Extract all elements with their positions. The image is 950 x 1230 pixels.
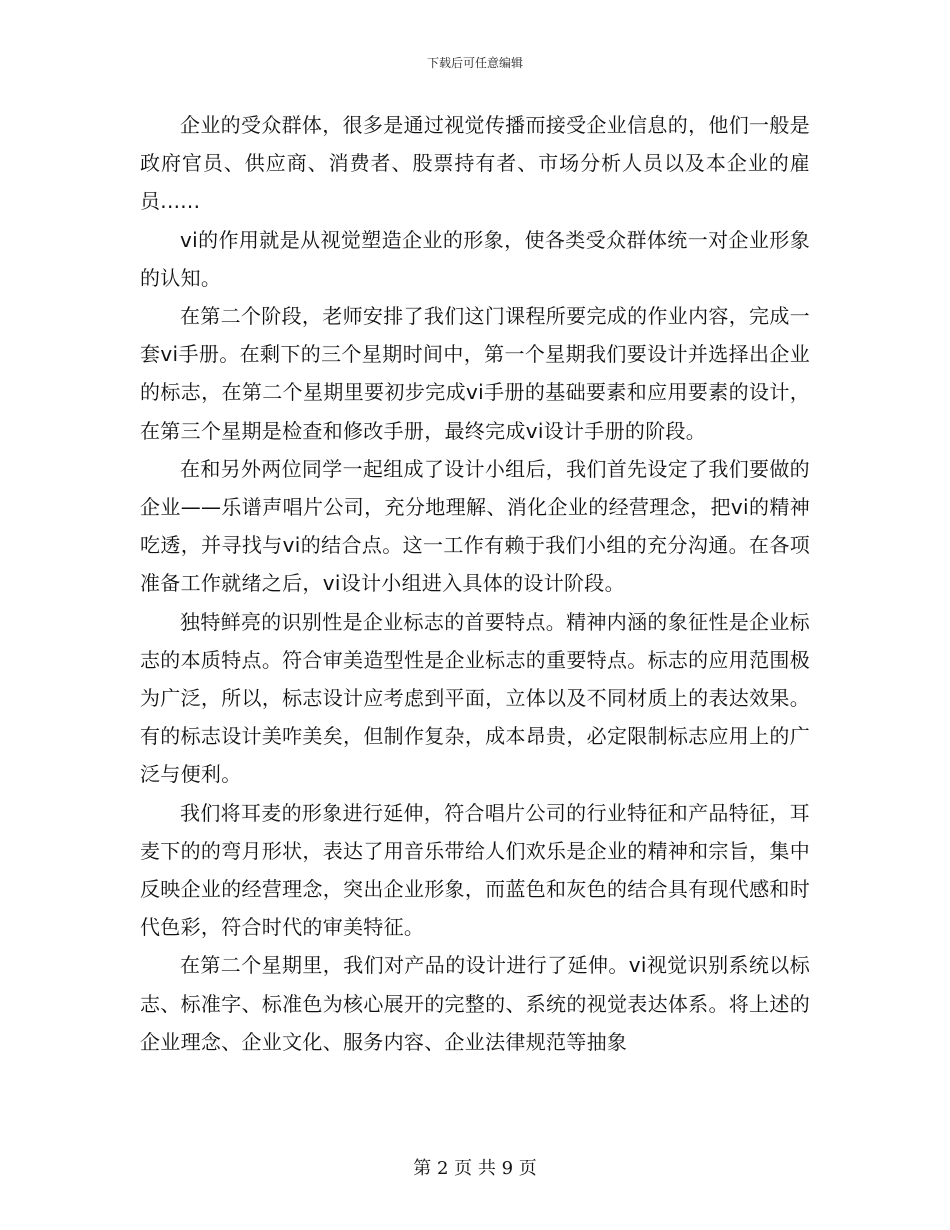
paragraph-audience: 企业的受众群体，很多是通过视觉传播而接受企业信息的，他们一般是政府官员、供应商、消费者、股票持有者、市场分析人员以及本企业的雇员...... (140, 113, 810, 214)
paragraph-design-team: 在和另外两位同学一起组成了设计小组后，我们首先设定了我们要做的企业——乐谱声唱片公司，充分地理解、消化企业的经营理念，把vi的精神吃透，并寻找与vi的结合点。这一工作有赖于我们小组的充分沟通。在各项准备工作就绪之后，vi设计小组进入具体的设计阶段。 (140, 456, 810, 596)
paragraph-stage-two: 在第二个阶段，老师安排了我们这门课程所要完成的作业内容，完成一套vi手册。在剩下的三个星期时间中，第一个星期我们要设计并选择出企业的标志，在第二个星期里要初步完成vi手册的基础要素和应用要素的设计，在第三个星期是检查和修改手册，最终完成vi设计手册的阶段。 (140, 304, 810, 443)
document-body (140, 106, 810, 1061)
paragraph-headset-logo: 我们将耳麦的形象进行延伸，符合唱片公司的行业特征和产品特征，耳麦下的的弯月形状，表达了用音乐带给人们欢乐是企业的精神和宗旨，集中反映企业的经营理念，突出企业形象，而蓝色和灰色的结合具有现代感和时代色彩，符合时代的审美特征。 (140, 800, 810, 940)
paragraph-logo-features: 独特鲜亮的识别性是企业标志的首要特点。精神内涵的象征性是企业标志的本质特点。符合审美造型性是企业标志的重要特点。标志的应用范围极为广泛，所以，标志设计应考虑到平面，立体以及不同材质上的表达效果。有的标志设计美咋美矣，但制作复杂，成本昂贵，必定限制标志应用上的广泛与便利。 (140, 609, 810, 787)
paragraph-product-extension: 在第二个星期里，我们对产品的设计进行了延伸。vi视觉识别系统以标志、标准字、标准色为核心展开的完整的、系统的视觉表达体系。将上述的企业理念、企业文化、服务内容、企业法律规范等抽象 (140, 953, 810, 1054)
paragraph-vi-role: vi的作用就是从视觉塑造企业的形象，使各类受众群体统一对企业形象的认知。 (140, 227, 810, 290)
page-header-note: 下载后可任意编辑 (426, 56, 523, 70)
page-number: 第 2 页 共 9 页 (413, 1158, 537, 1179)
